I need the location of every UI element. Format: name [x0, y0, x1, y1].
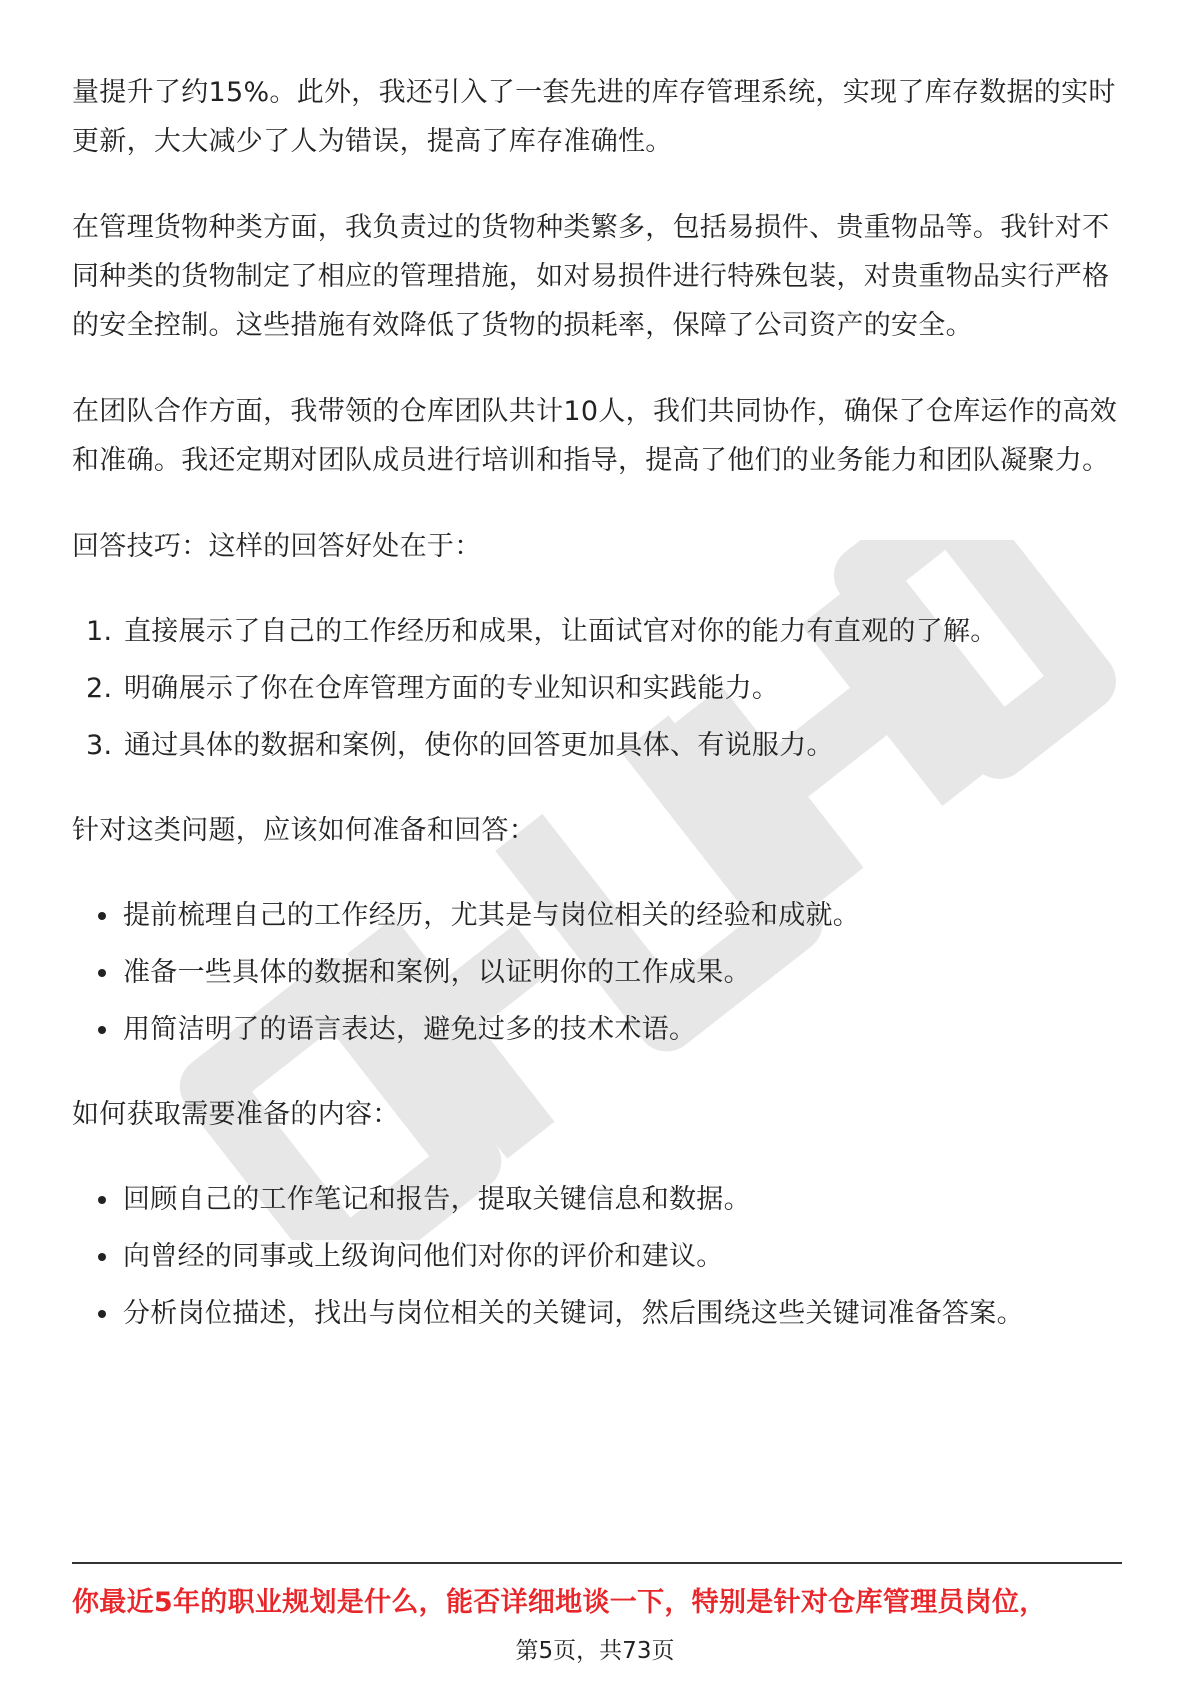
list-item-text: 直接展示了自己的工作经历和成果，让面试官对你的能力有直观的了解。: [124, 616, 998, 647]
bullet-icon: [98, 1253, 106, 1261]
list-item-text: 提前梳理自己的工作经历，尤其是与岗位相关的经验和成就。: [123, 900, 861, 931]
bullet-icon: [98, 1196, 106, 1204]
list-number: 1.: [86, 616, 113, 647]
prepare-list: [72, 887, 1122, 1058]
paragraph-teamwork: 在团队合作方面，我带领的仓库团队共计10人，我们共同协作，确保了仓库运作的高效和准确。我还定期对团队成员进行培训和指导，提高了他们的业务能力和团队凝聚力。: [72, 396, 1118, 476]
list-item-text: 回顾自己的工作笔记和报告，提取关键信息和数据。: [123, 1184, 751, 1215]
list-number: 3.: [86, 730, 113, 761]
tips-list: [72, 603, 1122, 774]
next-question-heading: 你最近5年的职业规划是什么，能否详细地谈一下，特别是针对仓库管理员岗位，: [72, 1587, 1047, 1618]
bullet-icon: [98, 1310, 106, 1318]
list-item: [86, 660, 1122, 717]
list-number: 2.: [86, 673, 113, 704]
page-number: 第5页，共73页: [515, 1638, 675, 1664]
source-heading: 如何获取需要准备的内容：: [72, 1099, 400, 1130]
list-item: [98, 1285, 1122, 1342]
tips-heading: 回答技巧：这样的回答好处在于：: [72, 531, 482, 562]
bullet-icon: [98, 1026, 106, 1034]
main-content: [72, 68, 1122, 1374]
list-item: [98, 887, 1122, 944]
paragraph-inventory: 量提升了约15%。此外，我还引入了一套先进的库存管理系统，实现了库存数据的实时更新，大大减少了人为错误，提高了库存准确性。: [72, 77, 1116, 157]
prepare-heading: 针对这类问题，应该如何准备和回答：: [72, 815, 537, 846]
source-list: [72, 1171, 1122, 1342]
list-item-text: 准备一些具体的数据和案例，以证明你的工作成果。: [123, 957, 751, 988]
list-item: [86, 717, 1122, 774]
section-divider: [72, 1562, 1122, 1564]
list-item-text: 用简洁明了的语言表达，避免过多的技术术语。: [123, 1014, 697, 1045]
bullet-icon: [98, 912, 106, 920]
list-item-text: 通过具体的数据和案例，使你的回答更加具体、有说服力。: [124, 730, 834, 761]
bullet-icon: [98, 969, 106, 977]
list-item-text: 向曾经的同事或上级询问他们对你的评价和建议。: [123, 1241, 724, 1272]
list-item-text: 明确展示了你在仓库管理方面的专业知识和实践能力。: [124, 673, 780, 704]
list-item-text: 分析岗位描述，找出与岗位相关的关键词，然后围绕这些关键词准备答案。: [123, 1298, 1024, 1329]
paragraph-goods-types: 在管理货物种类方面，我负责过的货物种类繁多，包括易损件、贵重物品等。我针对不同种类的货物制定了相应的管理措施，如对易损件进行特殊包装，对贵重物品实行严格的安全控制。这些措施有效降低了货物的损耗率，保障了公司资产的安全。: [72, 212, 1110, 341]
list-item: [98, 1228, 1122, 1285]
list-item: [98, 944, 1122, 1001]
list-item: [98, 1171, 1122, 1228]
list-item: [98, 1001, 1122, 1058]
list-item: [86, 603, 1122, 660]
